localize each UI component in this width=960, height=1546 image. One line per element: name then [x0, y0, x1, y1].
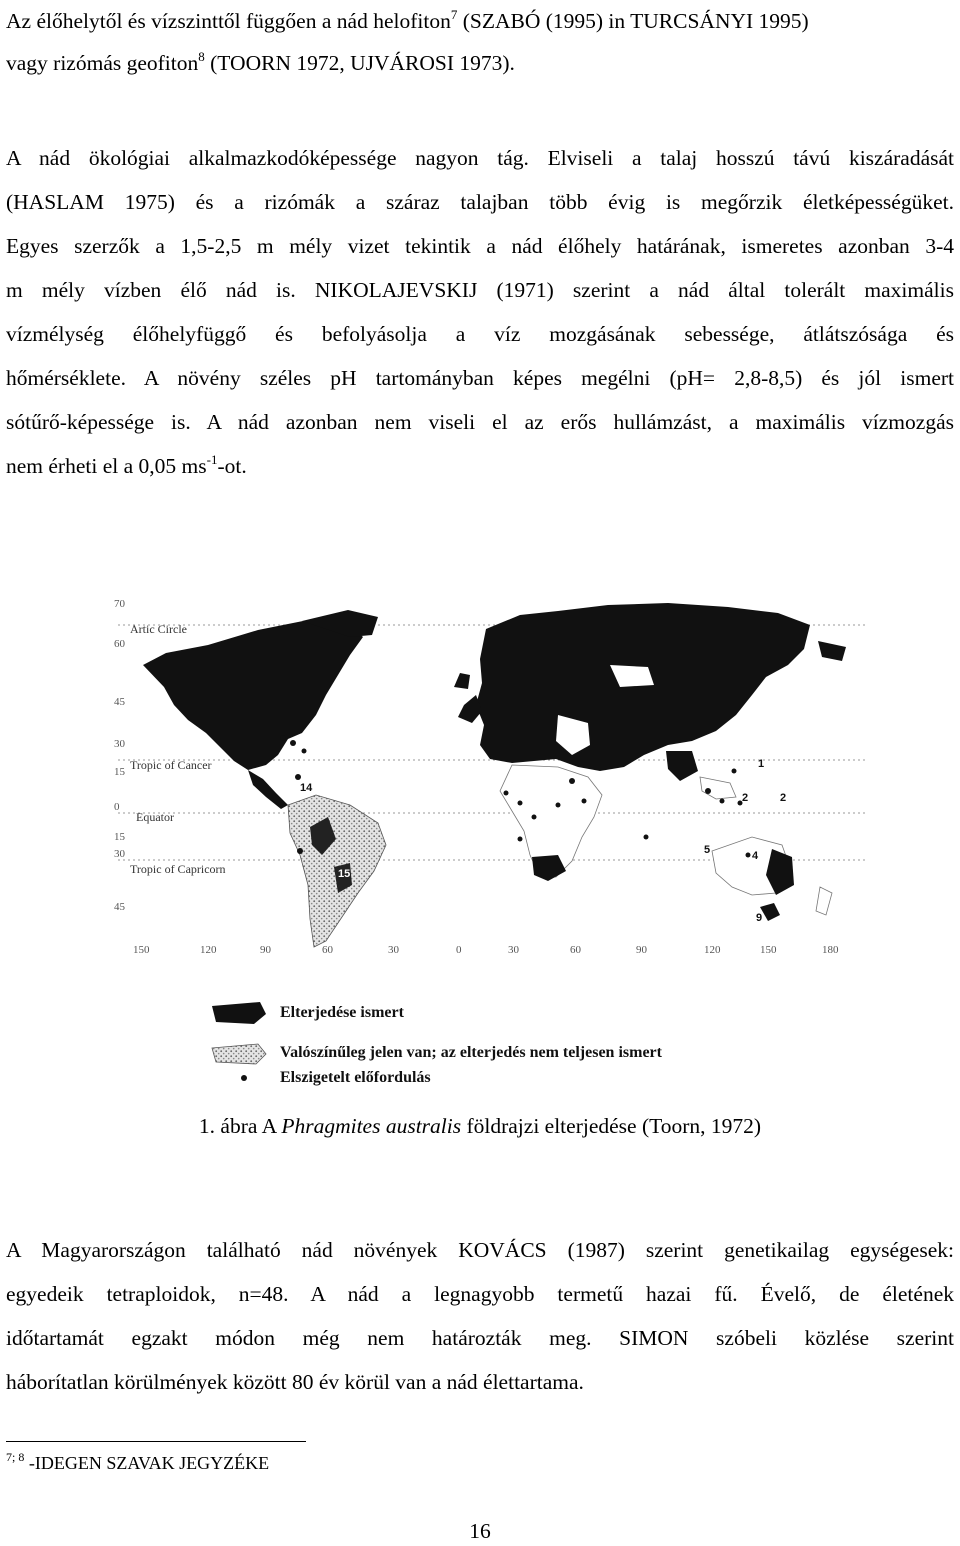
text-line: A nád ökológiai alkalmazkodóképessége nagyon tág. Elviseli a talaj hosszú távú kiszáradását: [6, 146, 954, 170]
lon-label: 150: [133, 944, 150, 956]
distribution-map: [88, 555, 868, 975]
map-legend: [210, 996, 770, 1096]
lat-label: 30: [114, 738, 125, 750]
lon-label: 150: [760, 944, 777, 956]
species-name: Phragmites australis: [281, 1114, 462, 1138]
lon-label: 30: [388, 944, 399, 956]
ecology-paragraph: [6, 136, 954, 488]
text-line: Egyes szerzők a 1,5-2,5 m mély vizet tekintik a nád élőhely határának, ismeretes azonban 3-4: [6, 234, 954, 258]
lat-label: 45: [114, 901, 125, 913]
equator-label: Equator: [136, 810, 174, 824]
lat-label: 60: [114, 638, 125, 650]
legend-known: Elterjedése ismert: [210, 1000, 404, 1026]
text-line-last: nem érheti el a 0,05 $ms^{-1}-ot$.: [6, 452, 247, 478]
lon-label: 60: [322, 944, 333, 956]
footnote: $^{7; 8}$ -IDEGEN SZAVAK JEGYZÉKE: [6, 1450, 270, 1473]
intro-line-1: Az élőhelytől és vízszinttől függően a nád helofiton$^7$ (SZABÓ (1995) in TURCSÁNYI 1995): [6, 7, 809, 33]
lat-label: 15: [114, 766, 125, 778]
tropic-of-capricorn-label: Tropic of Capricorn: [130, 862, 226, 876]
lon-label: 90: [260, 944, 271, 956]
footnote-marker: 7; 8: [6, 1450, 25, 1464]
lat-label: 30: [114, 848, 125, 860]
map-number: 2: [742, 792, 749, 804]
map-number: 15: [338, 868, 351, 880]
text-line: A Magyarországon található nád növények KOVÁCS (1987) szerint genetikailag egységesek:: [6, 1238, 954, 1262]
lon-label: 90: [636, 944, 647, 956]
footnote-ref-8[interactable]: 8: [198, 49, 205, 64]
map-number: 1: [758, 758, 765, 770]
lat-label: 0: [114, 801, 120, 813]
lon-label: 30: [508, 944, 519, 956]
longitude-labels: [133, 944, 839, 956]
eurasia-shape: [476, 603, 810, 771]
legend-swatch-stippled: [210, 1040, 268, 1066]
map-number: 2: [780, 792, 787, 804]
figure-caption: 1. ábra A Phragmites australis földrajzi elterjedése (Toorn, 1972): [198, 1114, 762, 1138]
genetics-paragraph: [6, 1228, 954, 1404]
footnote-separator: [6, 1441, 306, 1442]
world-map-svg: [88, 555, 868, 975]
legend-probable: Valószínűleg jelen van; az elterjedés nem teljesen ismert: [210, 1040, 662, 1066]
north-america-shape: [143, 621, 363, 770]
map-number: 14: [300, 782, 313, 794]
arctic-circle-label: Artic Circle: [130, 622, 187, 636]
map-number: 9: [756, 912, 763, 924]
text-line: egyedeik tetraploidok, n=48. A nád a legnagyobb termetű hazai fű. Évelő, de életének: [6, 1282, 954, 1306]
lon-label: 0: [456, 944, 462, 956]
lon-label: 180: [822, 944, 839, 956]
map-number: 4: [752, 850, 759, 862]
text-line-last: háborítatlan körülmények között 80 év körül van a nád élettartama.: [6, 1370, 584, 1394]
legend-swatch-solid: [210, 1000, 268, 1026]
lon-label: 120: [704, 944, 721, 956]
intro-paragraph: [6, 0, 954, 84]
intro-line-2: vagy rizómás geofiton$^8$ (TOORN 1972, UJVÁROSI 1973).: [6, 49, 515, 75]
text-line: vízmélység élőhelyfüggő és befolyásolja a víz mozgásának sebessége, átlátszósága és: [6, 322, 954, 346]
lon-label: 60: [570, 944, 581, 956]
tropic-of-cancer-label: Tropic of Cancer: [130, 758, 212, 772]
text-line: időtartamát egzakt módon még nem határozták meg. SIMON szóbeli közlése szerint: [6, 1326, 954, 1350]
legend-isolated: Elszigetelt előfordulás: [210, 1068, 431, 1088]
text-line: m mély vízben élő nád is. NIKOLAJEVSKIJ (1971) szerint a nád által tolerált maximális: [6, 278, 954, 302]
lat-label: 45: [114, 696, 125, 708]
lat-label: 70: [114, 598, 125, 610]
lon-label: 120: [200, 944, 217, 956]
lat-label: 15: [114, 831, 125, 843]
footnote-ref-7[interactable]: 7: [450, 7, 458, 22]
text-line: sótűrő-képessége is. A nád azonban nem viseli el az erős hullámzást, a maximális vízmozgás: [6, 410, 954, 434]
map-number: 3: [764, 904, 771, 916]
legend-dot: [210, 1068, 268, 1088]
page-number: 16: [469, 1519, 491, 1543]
map-number: 5: [704, 844, 711, 856]
text-line: hőmérséklete. A növény széles pH tartományban képes megélni (pH= 2,8-8,5) és jól ismert: [6, 366, 954, 390]
text-line: (HASLAM 1975) és a rizómák a száraz talajban több évig is megőrzik életképességüket.: [6, 190, 954, 214]
